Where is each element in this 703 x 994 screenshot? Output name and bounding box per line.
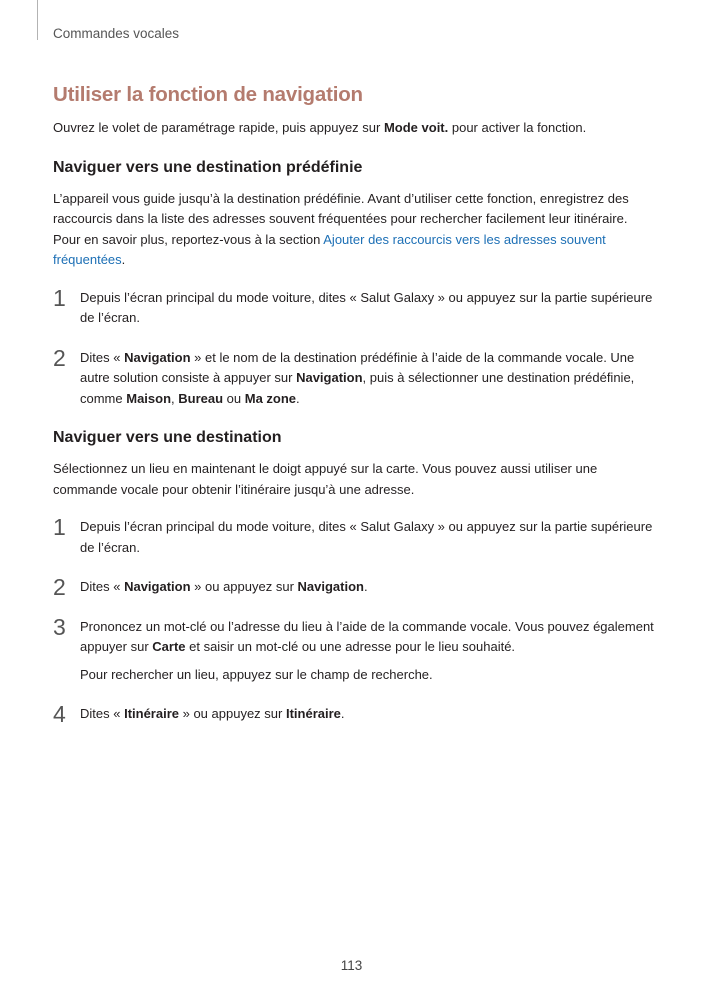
- step-number: 2: [53, 574, 66, 600]
- step-number: 1: [53, 514, 66, 540]
- section-predefined-body: L’appareil vous guide jusqu’à la destination prédéfinie. Avant d’utiliser cette fonction, enregistrez des raccourcis dans la liste des adresses souvent fréquentées pour rechercher facilement leur itinéraire. Pour en savoir plus, reportez-vous à la section Ajouter des raccourcis vers les adresses souvent fréquentées.: [53, 190, 629, 267]
- step-text: Dites « Navigation » ou appuyez sur Navigation.: [80, 579, 368, 594]
- section-destination-body: Sélectionnez un lieu en maintenant le doigt appuyé sur la carte. Vous pouvez aussi utiliser une commande vocale pour obtenir l’itinéraire jusqu’à une adresse.: [53, 461, 598, 497]
- intro-paragraph: Ouvrez le volet de paramétrage rapide, puis appuyez sur Mode voit. pour activer la fonction.: [53, 120, 587, 135]
- step-number: 2: [53, 344, 66, 371]
- step-item: [53, 284, 658, 329]
- step-number: 3: [53, 613, 66, 640]
- page-content: [53, 82, 658, 743]
- step-item: [53, 574, 658, 600]
- step-item: [53, 613, 658, 686]
- step-text: Prononcez un mot-clé ou l’adresse du lieu à l’aide de la commande vocale. Vous pouvez également appuyer sur Carte et saisir un mot-clé ou une adresse pour le lieu souhaité.: [80, 618, 654, 654]
- step-text: Depuis l’écran principal du mode voiture, dites « Salut Galaxy » ou appuyez sur la partie supérieure de l’écran.: [80, 519, 653, 555]
- header-rule: [37, 0, 38, 40]
- step-text: Dites « Itinéraire » ou appuyez sur Itinéraire.: [80, 706, 345, 721]
- running-header: Commandes vocales: [53, 26, 180, 41]
- destination-steps: [53, 514, 658, 727]
- page-number: 113: [340, 958, 363, 973]
- step-number: 1: [53, 284, 66, 311]
- step-item: [53, 701, 658, 727]
- shortcuts-link[interactable]: Ajouter des raccourcis vers les adresses souvent fréquentées: [53, 231, 606, 267]
- section-heading-predefined: Naviguer vers une destination prédéfinie: [53, 158, 363, 176]
- page-title: Utiliser la fonction de navigation: [53, 83, 363, 106]
- step-text: Dites « Navigation » et le nom de la destination prédéfinie à l’aide de la commande vocale. Une autre solution consiste à appuyer sur Navigation, puis à sélectionner une destination prédéfinie, comme Maison, Bureau ou Ma zone.: [80, 349, 635, 406]
- step-item: [53, 514, 658, 558]
- predefined-steps: [53, 284, 658, 410]
- step-text: Depuis l’écran principal du mode voiture, dites « Salut Galaxy » ou appuyez sur la partie supérieure de l’écran.: [80, 289, 653, 325]
- step-item: [53, 344, 658, 410]
- mode-voit-label: Mode voit.: [383, 120, 449, 135]
- step-number: 4: [53, 701, 66, 727]
- step-note: Pour rechercher un lieu, appuyez sur le champ de recherche.: [80, 666, 433, 682]
- section-heading-destination: Naviguer vers une destination: [53, 429, 282, 446]
